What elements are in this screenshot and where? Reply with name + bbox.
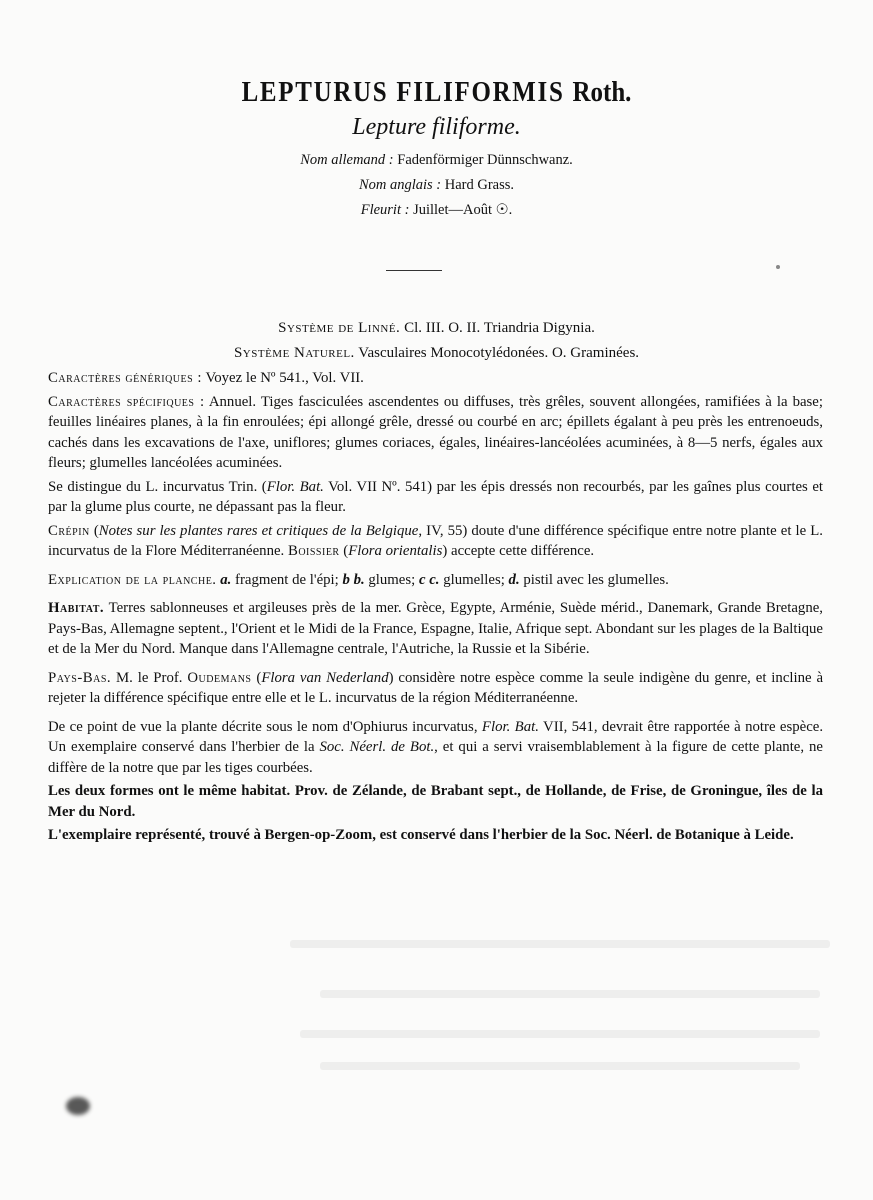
flowering-line — [0, 198, 873, 223]
viewpoint-text-b: VII, 541, devrait être rapportée à notre espèce. Un exemplaire conservé dans l'herbier de la — [48, 718, 824, 755]
description-body — [48, 368, 823, 849]
show-through-line — [290, 940, 830, 948]
linnaean-system — [0, 320, 873, 337]
boissier-name: Boissier — [287, 543, 340, 559]
viewpoint-paragraph — [48, 717, 823, 779]
species-name: LEPTURUS FILIFORMIS — [241, 76, 565, 108]
natural-system-label: Système Naturel. — [233, 345, 355, 361]
german-name-label: Nom allemand : — [300, 152, 394, 168]
viewpoint-reference: Flor. Bat. — [481, 718, 539, 735]
netherlands-label: Pays-Bas. — [48, 669, 112, 686]
section-divider — [386, 270, 442, 271]
habitat-paragraph — [48, 598, 823, 660]
plate-key-c: c c. — [418, 571, 440, 588]
crepin-text-a: , IV, 55) doute d'une différence spécifique entre notre plante et le L. incurvatus de la Flore Méditerranéenne. — [48, 522, 824, 559]
english-name-line — [0, 173, 873, 198]
species-title — [61, 76, 812, 109]
natural-system — [0, 345, 873, 362]
flowering-label: Fleurit : — [360, 202, 410, 218]
linnaean-system-label: Système de Linné. — [278, 320, 401, 336]
generic-characters — [48, 368, 823, 389]
viewpoint-reference-2: Soc. Néerl. de Bot. — [319, 739, 435, 755]
crepin-text-b: ) accepte cette différence. — [442, 543, 595, 559]
print-speck — [776, 265, 780, 269]
plate-key-c-text: glumelles; — [443, 571, 505, 588]
plate-key-a: a. — [220, 571, 232, 588]
crepin-label: Crépin — [48, 522, 90, 539]
show-through-line — [320, 990, 820, 998]
plate-key-d-text: pistil avec les glumelles. — [523, 571, 669, 588]
netherlands-text-a: M. le Prof. — [116, 669, 183, 686]
show-through-line — [300, 1030, 820, 1038]
specific-characters — [48, 392, 823, 474]
flowering-period: Juillet—Août ☉. — [413, 202, 513, 218]
plate-key-b: b b. — [342, 571, 365, 588]
specimen-paragraph: L'exemplaire représenté, trouvé à Bergen-op-Zoom, est conservé dans l'herbier de la Soc. Néerl. de Botanique à Leide. — [48, 827, 794, 843]
distinguishing-reference: Flor. Bat. — [266, 478, 324, 495]
plate-key-b-text: glumes; — [368, 571, 416, 588]
oudemans-reference: Flora van Nederland — [261, 669, 389, 686]
french-name: Lepture filiforme. — [352, 114, 521, 140]
plate-key-d: d. — [508, 571, 520, 588]
specific-characters-text: Annuel. Tiges fasciculées ascendentes ou diffuses, très grêles, souvent allongées, ramifiées à la base; feuilles linéaires planes, à la fin enroulées; épi allongé grêle, dressé ou courbé en arc; épillets égalant à peu près les entrenoeuds, cachés dans les excavations de l'axe, uniflores; glumes coriaces, égales, linéaires-lancéolées acuminées, à 8—5 nerfs, égales aux fleurs; glumelles lancéolées acuminées. — [48, 393, 823, 471]
generic-characters-text: Voyez le Nº 541., Vol. VII. — [205, 370, 364, 386]
english-name-label: Nom anglais : — [358, 177, 442, 193]
german-name: Fadenförmiger Dünnschwanz. — [397, 152, 573, 168]
distinguishing-text-b: Vol. VII Nº. 541) par les épis dressés non recourbés, par les gaînes plus courtes et par la glume plus courte, ne dépassant pas la fleur. — [48, 478, 824, 515]
english-name: Hard Grass. — [444, 177, 515, 193]
plate-key-a-text: fragment de l'épi; — [235, 571, 339, 588]
natural-system-text: Vasculaires Monocotylédonées. O. Graminées. — [358, 345, 640, 361]
oudemans-name: Oudemans — [187, 669, 252, 686]
distinguishing-paragraph — [48, 477, 823, 518]
common-names — [0, 148, 873, 223]
generic-characters-label: Caractères génériques : — [48, 370, 202, 386]
netherlands-paragraph: Pays-Bas. M. le Prof. Oudemans (Flora van Nederland) considère notre espèce comme la seule indigène du genre, et incline à rejeter la différence spécifique entre elle et le L. incurvatus de la région Méditerranéenne. — [48, 669, 824, 706]
crepin-reference: Notes sur les plantes rares et critiques de la Belgique — [98, 522, 419, 539]
forms-paragraph: Les deux formes ont le même habitat. Prov. de Zélande, de Brabant sept., de Hollande, de Frise, de Groningue, îles de la Mer du Nord. — [48, 783, 823, 820]
habitat-label: Habitat. — [48, 600, 105, 616]
netherlands-text-b: ) considère notre espèce comme la seule indigène du genre, et incline à rejeter la différence spécifique entre elle et le L. incurvatus de la région Méditerranéenne. — [48, 669, 824, 706]
distinguishing-text-a: Se distingue du L. incurvatus Trin. ( — [48, 478, 267, 495]
viewpoint-text-a: De ce point de vue la plante décrite sous le nom d'Ophiurus incurvatus, — [48, 718, 478, 735]
boissier-reference: Flora orientalis — [348, 543, 443, 559]
habitat-text: Terres sablonneuses et argileuses près de la mer. Grèce, Egypte, Arménie, Suède mérid., Danemark, Grande Bretagne, Pays-Bas, Allemagne septent., l'Orient et le Midi de la France, Espagne, Italie, Afrique sept. Abondant sur les plages de la Baltique et de la Mer du Nord. Manque dans l'Allemagne centrale, l'Autriche, la Russie et la Sibérie. — [48, 600, 823, 657]
german-name-line — [0, 148, 873, 173]
plate-explanation — [48, 570, 823, 591]
linnaean-system-text: Cl. III. O. II. Triandria Digynia. — [404, 320, 595, 336]
specific-characters-label: Caractères spécifiques : — [48, 393, 205, 410]
ink-smudge — [66, 1097, 90, 1115]
show-through-line — [320, 1062, 800, 1070]
viewpoint-text-c: , et qui a servi vraisemblablement à la figure de cette plante, ne diffère de la notre que par les tiges courbées. — [48, 739, 823, 776]
species-author: Roth. — [572, 76, 632, 108]
plate-explanation-label: Explication de la planche. — [48, 571, 217, 588]
crepin-paragraph: Crépin (Notes sur les plantes rares et critiques de la Belgique, IV, 55) doute d'une différence spécifique entre notre plante et le L. incurvatus de la Flore Méditerranéenne. Boissier (Flora orientalis) accepte cette différence. — [48, 522, 824, 559]
